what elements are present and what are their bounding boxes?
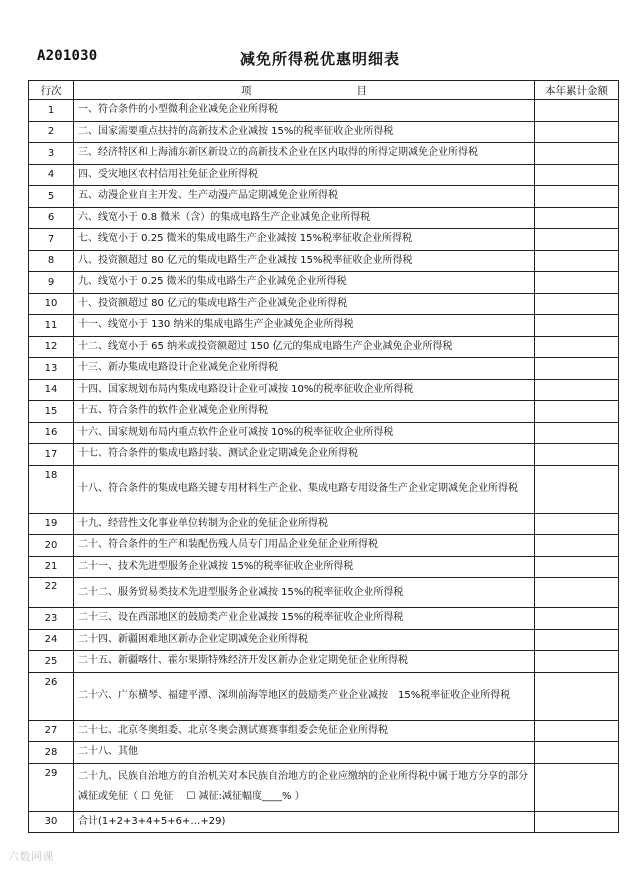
amount-cell[interactable] [535, 207, 619, 229]
item-description: 二十六、广东横琴、福建平潭、深圳前海等地区的鼓励类产业企业减按 15%税率征收企业所得税 [74, 672, 535, 720]
amount-cell[interactable] [535, 358, 619, 380]
line-number: 13 [29, 358, 74, 380]
table-row [29, 763, 619, 811]
amount-cell[interactable] [535, 100, 619, 122]
line-number: 17 [29, 444, 74, 466]
form-code: A201030 [37, 48, 98, 64]
table-row [29, 401, 619, 423]
amount-cell[interactable] [535, 164, 619, 186]
item-description: 二十八、其他 [74, 742, 535, 764]
table-row [29, 720, 619, 742]
item-description: 十八、符合条件的集成电路关键专用材料生产企业、集成电路专用设备生产企业定期减免企业所得税 [74, 465, 535, 513]
table-row [29, 629, 619, 651]
table-row [29, 742, 619, 764]
amount-cell[interactable] [535, 763, 619, 811]
item-description: 十一、线宽小于 130 纳米的集成电路生产企业减免企业所得税 [74, 315, 535, 337]
line-number: 1 [29, 100, 74, 122]
table-row [29, 272, 619, 294]
amount-cell[interactable] [535, 811, 619, 833]
item-description: 二十二、服务贸易类技术先进型服务企业减按 15%的税率征收企业所得税 [74, 578, 535, 608]
table-row [29, 811, 619, 833]
line-number: 9 [29, 272, 74, 294]
line-number: 18 [29, 465, 74, 513]
table-row [29, 336, 619, 358]
table-row [29, 422, 619, 444]
table-row [29, 465, 619, 513]
amount-cell[interactable] [535, 629, 619, 651]
amount-cell[interactable] [535, 186, 619, 208]
amount-cell[interactable] [535, 742, 619, 764]
item-description: 十九、经营性文化事业单位转制为企业的免征企业所得税 [74, 513, 535, 535]
item-description: 二十三、设在西部地区的鼓励类产业企业减按 15%的税率征收企业所得税 [74, 608, 535, 630]
amount-cell[interactable] [535, 250, 619, 272]
column-header-amount: 本年累计金额 [535, 81, 619, 100]
item-description: 五、动漫企业自主开发、生产动漫产品定期减免企业所得税 [74, 186, 535, 208]
item-description: 四、受灾地区农村信用社免征企业所得税 [74, 164, 535, 186]
line-number: 3 [29, 143, 74, 165]
item-description: 二十九、民族自治地方的自治机关对本民族自治地方的企业应缴纳的企业所得税中属于地方分享的部分减征或免征（ ☐ 免征 ☐ 减征:减征幅度____% ） [74, 763, 535, 811]
table-row [29, 164, 619, 186]
line-number: 12 [29, 336, 74, 358]
item-description: 十三、新办集成电路设计企业减免企业所得税 [74, 358, 535, 380]
table-row [29, 207, 619, 229]
item-description: 九、线宽小于 0.25 微米的集成电路生产企业减免企业所得税 [74, 272, 535, 294]
column-header-line: 行次 [29, 81, 74, 100]
table-row [29, 229, 619, 251]
table-row [29, 250, 619, 272]
line-number: 8 [29, 250, 74, 272]
amount-cell[interactable] [535, 578, 619, 608]
amount-cell[interactable] [535, 651, 619, 673]
item-description: 三、经济特区和上海浦东新区新设立的高新技术企业在区内取得的所得定期减免企业所得税 [74, 143, 535, 165]
item-description: 二十一、技术先进型服务企业减按 15%的税率征收企业所得税 [74, 556, 535, 578]
line-number: 16 [29, 422, 74, 444]
line-number: 6 [29, 207, 74, 229]
item-description: 十七、符合条件的集成电路封装、测试企业定期减免企业所得税 [74, 444, 535, 466]
table-row [29, 186, 619, 208]
table-row [29, 608, 619, 630]
item-description: 十、投资额超过 80 亿元的集成电路生产企业减免企业所得税 [74, 293, 535, 315]
line-number: 2 [29, 121, 74, 143]
watermark: 六数网课 [8, 850, 54, 863]
table-row [29, 379, 619, 401]
amount-cell[interactable] [535, 229, 619, 251]
amount-cell[interactable] [535, 422, 619, 444]
item-description: 一、符合条件的小型微利企业减免企业所得税 [74, 100, 535, 122]
tax-relief-table [28, 80, 619, 833]
amount-cell[interactable] [535, 143, 619, 165]
table-row [29, 121, 619, 143]
table-row [29, 651, 619, 673]
line-number: 20 [29, 535, 74, 557]
amount-cell[interactable] [535, 444, 619, 466]
line-number: 10 [29, 293, 74, 315]
table-body [29, 100, 619, 833]
item-description: 二十四、新疆困难地区新办企业定期减免企业所得税 [74, 629, 535, 651]
line-number: 30 [29, 811, 74, 833]
amount-cell[interactable] [535, 720, 619, 742]
table-row [29, 672, 619, 720]
table-row [29, 578, 619, 608]
item-description: 十五、符合条件的软件企业减免企业所得税 [74, 401, 535, 423]
item-description: 十二、线宽小于 65 纳米或投资额超过 150 亿元的集成电路生产企业减免企业所得税 [74, 336, 535, 358]
amount-cell[interactable] [535, 379, 619, 401]
item-description: 十六、国家规划布局内重点软件企业可减按 10%的税率征收企业所得税 [74, 422, 535, 444]
table-row [29, 513, 619, 535]
line-number: 21 [29, 556, 74, 578]
item-description: 二十、符合条件的生产和装配伤残人员专门用品企业免征企业所得税 [74, 535, 535, 557]
line-number: 11 [29, 315, 74, 337]
line-number: 7 [29, 229, 74, 251]
table-row [29, 358, 619, 380]
amount-cell[interactable] [535, 121, 619, 143]
item-description: 七、线宽小于 0.25 微米的集成电路生产企业减按 15%税率征收企业所得税 [74, 229, 535, 251]
item-description: 二十五、新疆喀什、霍尔果斯特殊经济开发区新办企业定期免征企业所得税 [74, 651, 535, 673]
amount-cell[interactable] [535, 401, 619, 423]
column-header-item: 项 目 [74, 81, 535, 100]
line-number: 22 [29, 578, 74, 608]
table-row [29, 143, 619, 165]
table-row [29, 535, 619, 557]
form-header [0, 42, 640, 72]
line-number: 23 [29, 608, 74, 630]
amount-cell[interactable] [535, 272, 619, 294]
form-title: 减免所得税优惠明细表 [239, 50, 400, 68]
line-number: 5 [29, 186, 74, 208]
item-description: 合计(1+2+3+4+5+6+…+29) [74, 811, 535, 833]
amount-cell[interactable] [535, 513, 619, 535]
line-number: 15 [29, 401, 74, 423]
amount-cell[interactable] [535, 556, 619, 578]
item-description: 二、国家需要重点扶持的高新技术企业减按 15%的税率征收企业所得税 [74, 121, 535, 143]
line-number: 24 [29, 629, 74, 651]
line-number: 27 [29, 720, 74, 742]
line-number: 4 [29, 164, 74, 186]
amount-cell[interactable] [535, 608, 619, 630]
table-row [29, 556, 619, 578]
amount-cell[interactable] [535, 535, 619, 557]
line-number: 25 [29, 651, 74, 673]
amount-cell[interactable] [535, 315, 619, 337]
table-row [29, 293, 619, 315]
line-number: 19 [29, 513, 74, 535]
item-description: 八、投资额超过 80 亿元的集成电路生产企业减按 15%税率征收企业所得税 [74, 250, 535, 272]
line-number: 26 [29, 672, 74, 720]
item-description: 六、线宽小于 0.8 微米（含）的集成电路生产企业减免企业所得税 [74, 207, 535, 229]
line-number: 28 [29, 742, 74, 764]
amount-cell[interactable] [535, 293, 619, 315]
amount-cell[interactable] [535, 672, 619, 720]
line-number: 29 [29, 763, 74, 811]
item-description: 二十七、北京冬奥组委、北京冬奥会测试赛赛事组委会免征企业所得税 [74, 720, 535, 742]
amount-cell[interactable] [535, 336, 619, 358]
amount-cell[interactable] [535, 465, 619, 513]
table-row [29, 444, 619, 466]
line-number: 14 [29, 379, 74, 401]
table-row [29, 100, 619, 122]
table-row [29, 315, 619, 337]
item-description: 十四、国家规划布局内集成电路设计企业可减按 10%的税率征收企业所得税 [74, 379, 535, 401]
